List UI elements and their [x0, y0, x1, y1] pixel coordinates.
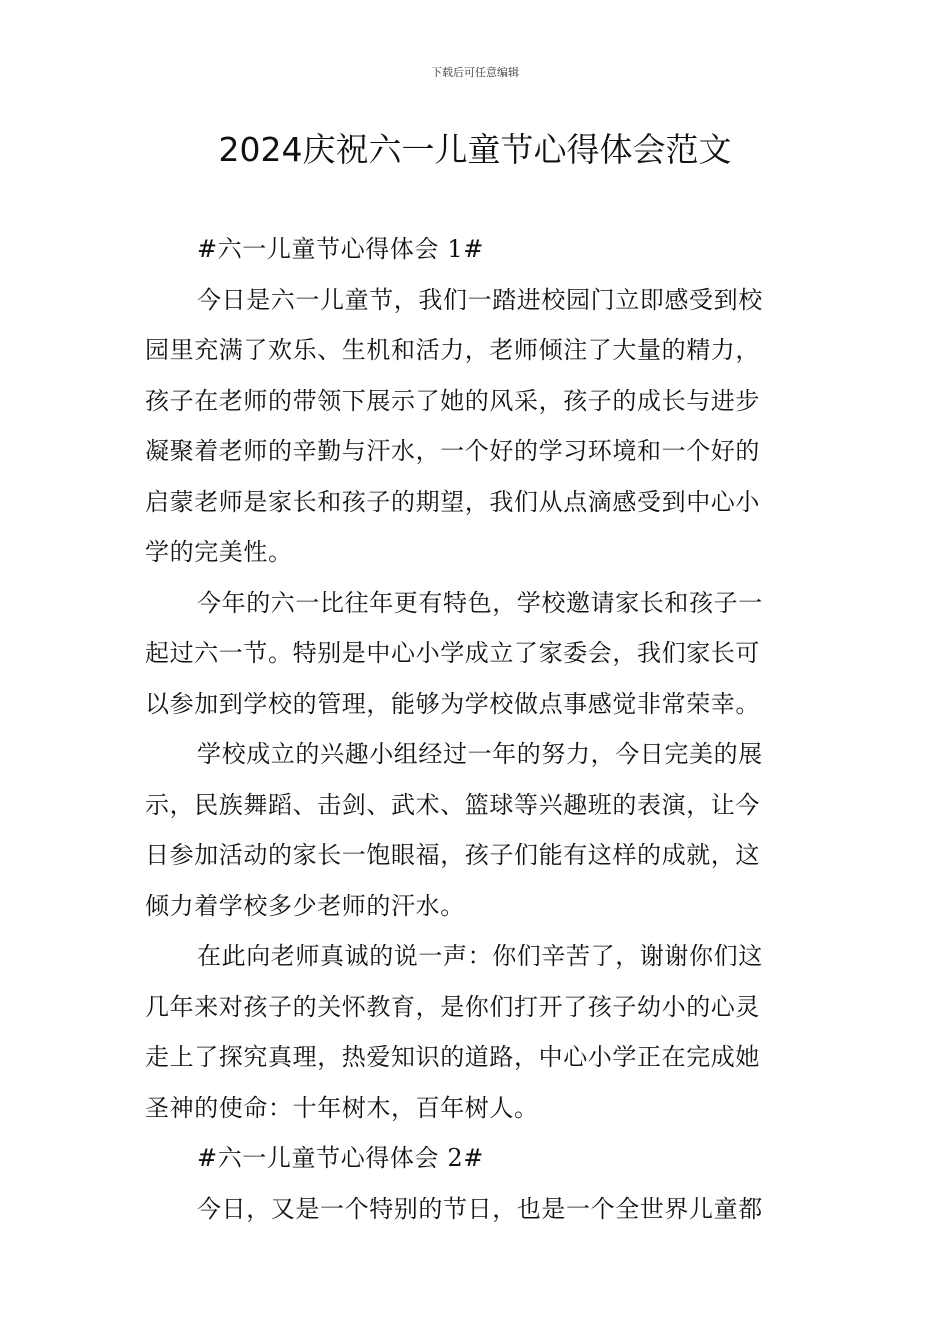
- text-line: 园里充满了欢乐、生机和活力，老师倾注了大量的精力，: [145, 336, 760, 364]
- document-body: [145, 224, 807, 1234]
- text-line: 凝聚着老师的辛勤与汗水，一个好的学习环境和一个好的: [145, 437, 760, 465]
- text-line: 今日是六一儿童节，我们一踏进校园门立即感受到校: [197, 285, 763, 314]
- section-heading-2: [145, 1133, 807, 1184]
- text-line: 示，民族舞蹈、击剑、武术、篮球等兴趣班的表演，让今: [145, 790, 760, 819]
- text-line: 倾力着学校多少老师的汗水。: [145, 891, 465, 920]
- paragraph-5: [145, 1184, 807, 1235]
- text-line: 起过六一节。特别是中心小学成立了家委会，我们家长可: [145, 639, 760, 667]
- page-header-note: 下载后可任意编辑: [431, 66, 519, 79]
- text-line: 孩子在老师的带领下展示了她的风采，孩子的成长与进步: [145, 386, 760, 415]
- text-line: 今日，又是一个特别的节日，也是一个全世界儿童都: [197, 1194, 763, 1223]
- text-line: 在此向老师真诚的说一声：你们辛苦了，谢谢你们这: [197, 942, 763, 970]
- text-line: 今年的六一比往年更有特色，学校邀请家长和孩子一: [197, 588, 763, 617]
- text-line: 走上了探究真理，热爱知识的道路，中心小学正在完成她: [145, 1043, 760, 1071]
- document-title: 2024庆祝六一儿童节心得体会范文: [218, 130, 732, 169]
- text-line: 圣神的使命：十年树木，百年树人。: [145, 1093, 539, 1122]
- text-line: 几年来对孩子的关怀教育，是你们打开了孩子幼小的心灵: [145, 992, 760, 1021]
- text-line: 学校成立的兴趣小组经过一年的努力，今日完美的展: [197, 740, 763, 768]
- paragraph-4: [145, 931, 807, 1133]
- paragraph-1: [145, 275, 807, 578]
- text-line: 启蒙老师是家长和孩子的期望，我们从点滴感受到中心小: [145, 487, 760, 516]
- paragraph-3: [145, 729, 807, 931]
- text-line: #六一儿童节心得体会 1#: [197, 235, 484, 263]
- paragraph-2: [145, 578, 807, 730]
- section-heading-1: [145, 224, 807, 275]
- text-line: 以参加到学校的管理，能够为学校做点事感觉非常荣幸。: [145, 689, 760, 718]
- text-line: 日参加活动的家长一饱眼福，孩子们能有这样的成就，这: [145, 841, 760, 869]
- text-line: #六一儿童节心得体会 2#: [197, 1144, 484, 1172]
- text-line: 学的完美性。: [145, 538, 293, 566]
